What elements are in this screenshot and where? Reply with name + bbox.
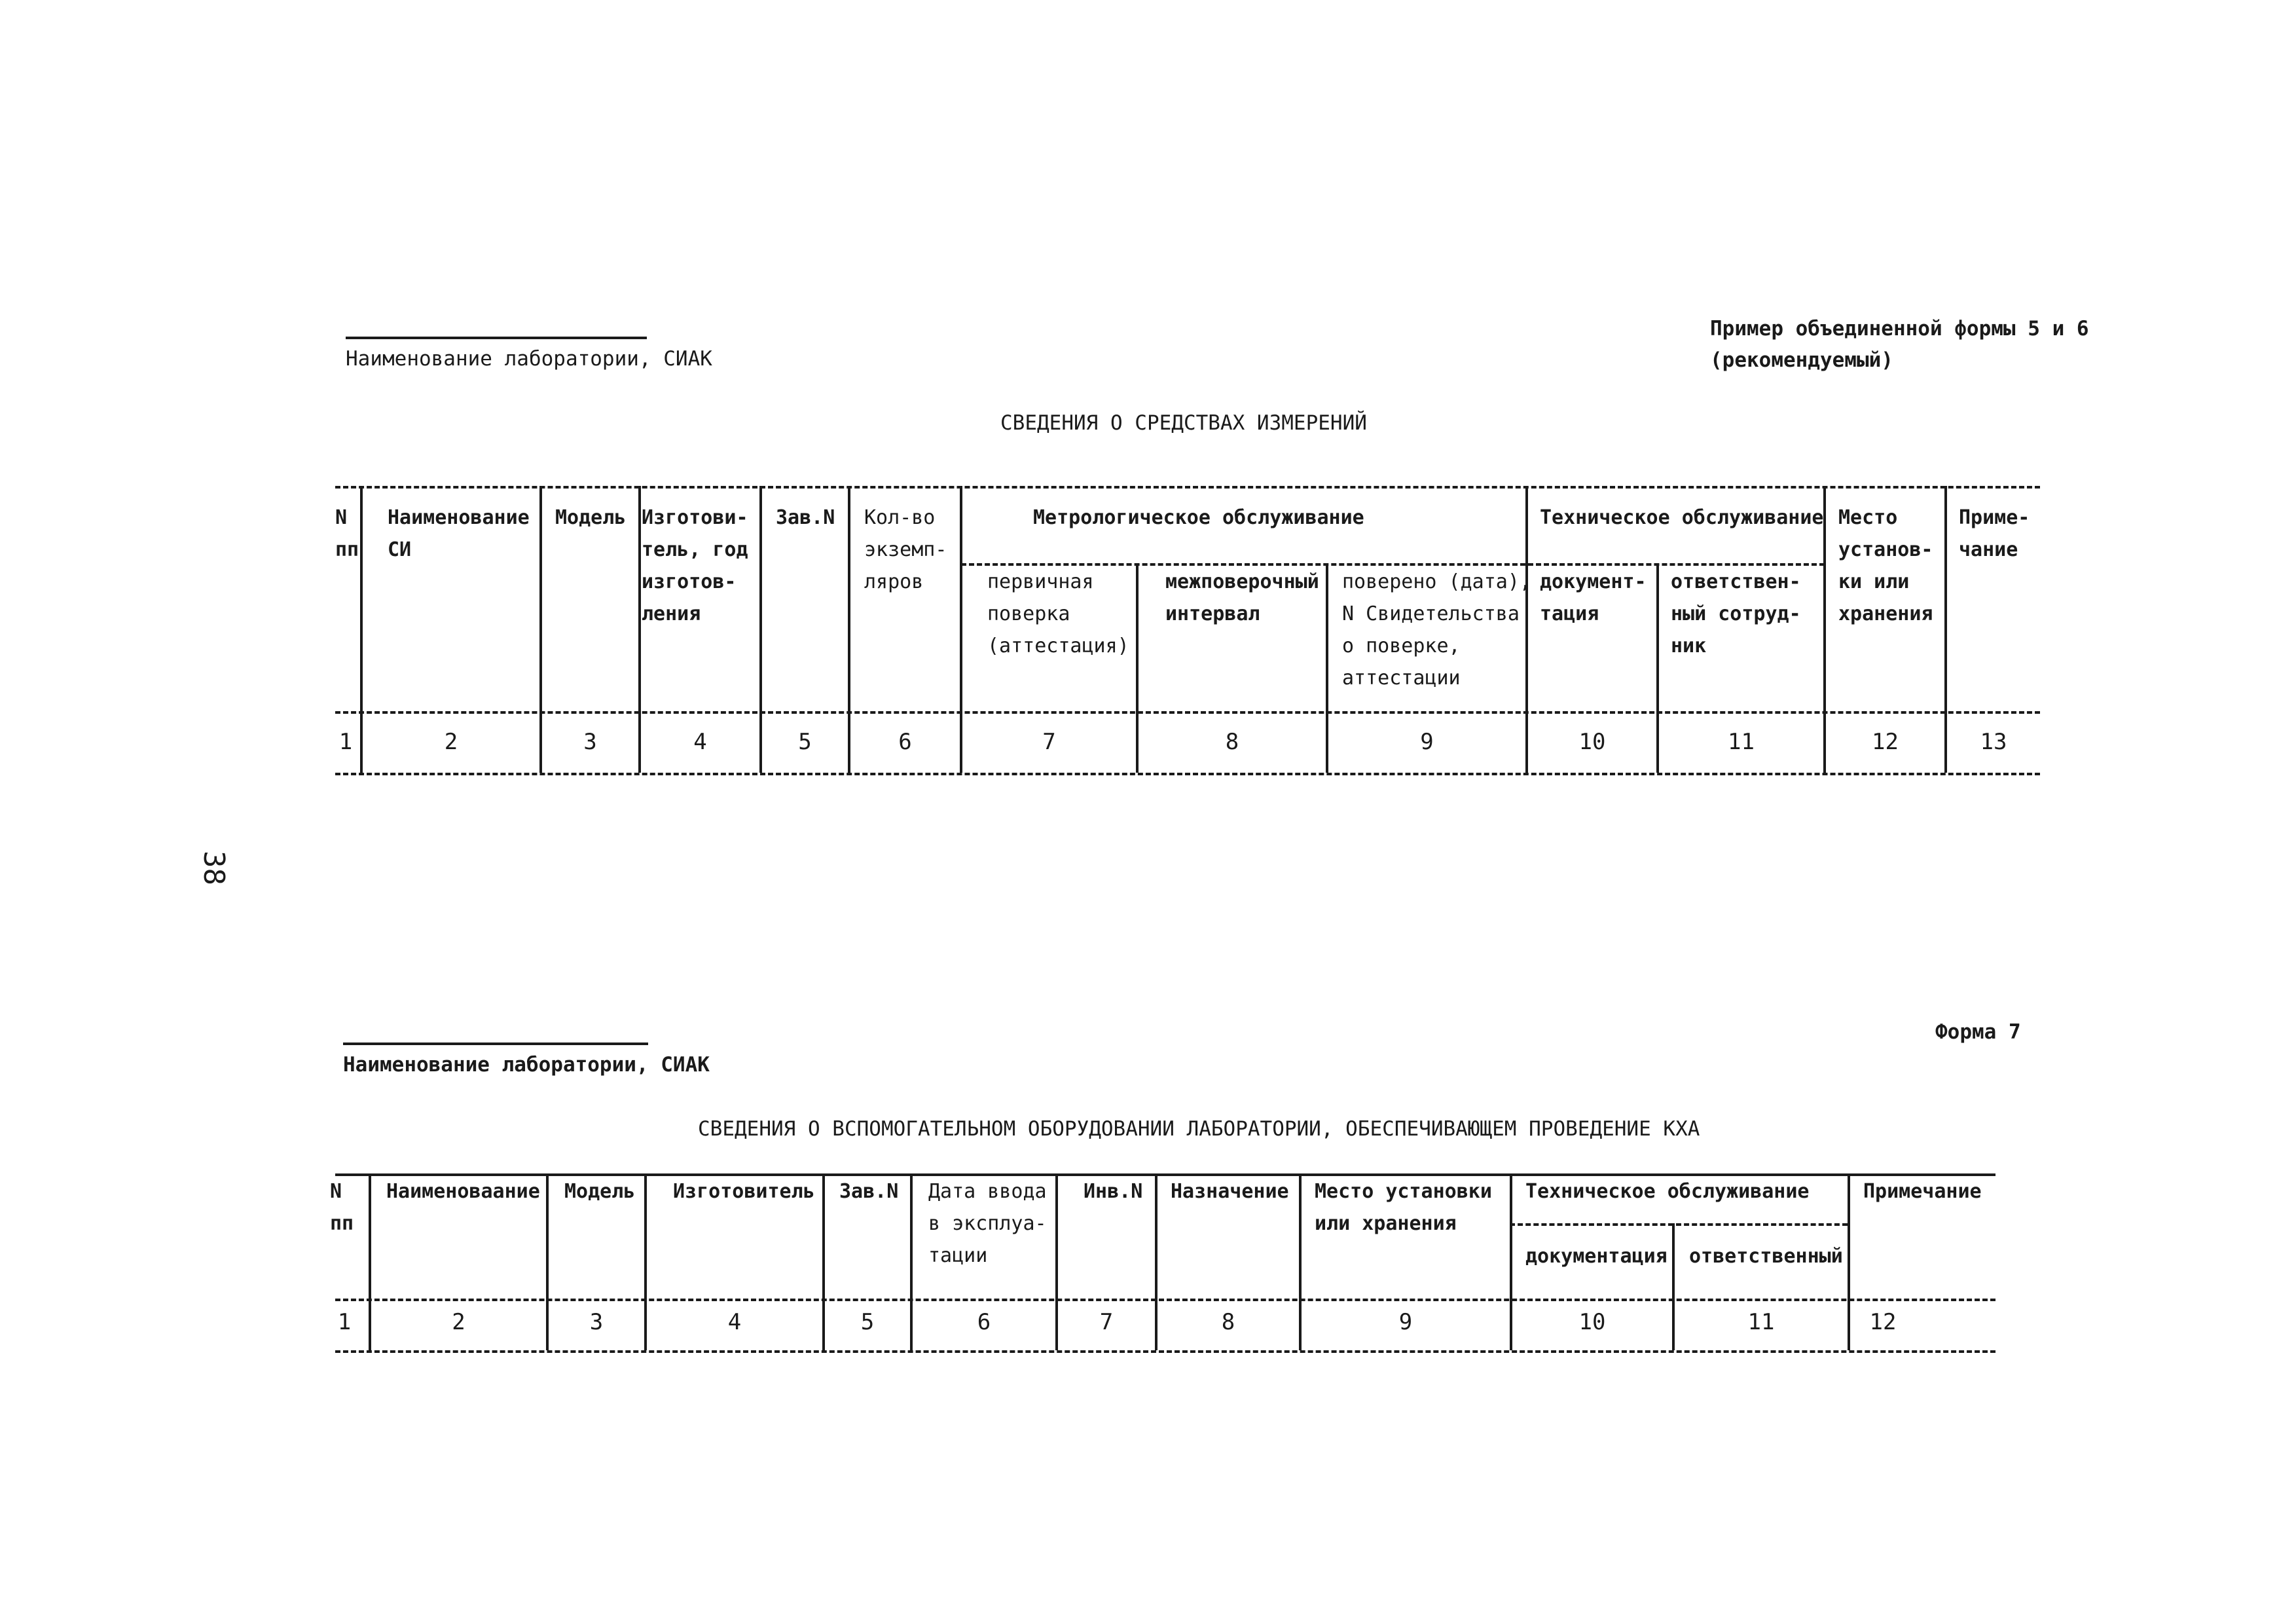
column-number: 8 bbox=[1221, 1309, 1235, 1335]
column-number: 7 bbox=[1042, 729, 1056, 755]
header-serial: Зав.N bbox=[776, 506, 835, 529]
header-date-2: Дата ввода в эксплуа- тации bbox=[928, 1180, 1047, 1267]
header-tech-doc: документ- тация bbox=[1540, 570, 1647, 625]
column-number: 9 bbox=[1398, 1309, 1413, 1335]
page-number: 38 bbox=[196, 851, 230, 885]
header-inv-2: Инв.N bbox=[1084, 1180, 1143, 1203]
header-tech-resp: ответствен- ный сотруд- ник bbox=[1671, 570, 1801, 657]
column-number: 10 bbox=[1578, 729, 1606, 755]
header-n: N пп bbox=[335, 506, 359, 561]
column-number: 3 bbox=[589, 1309, 604, 1335]
header-qty: Кол-во экземп- ляров bbox=[864, 506, 947, 593]
header-tech-2: Техническое обслуживание bbox=[1525, 1180, 1810, 1203]
header-tech-resp-2: ответственный bbox=[1689, 1245, 1843, 1268]
lab-name-underline bbox=[346, 337, 647, 339]
column-number: 13 bbox=[1980, 729, 2007, 755]
header-tech-doc-2: документация bbox=[1525, 1245, 1667, 1268]
lab-name-label: Наименование лаборатории, СИАК bbox=[346, 347, 712, 371]
header-name: Наименование СИ bbox=[388, 506, 530, 561]
header-note-2: Примечание bbox=[1863, 1180, 1982, 1203]
header-purpose-2: Назначение bbox=[1171, 1180, 1289, 1203]
column-number: 4 bbox=[693, 729, 707, 755]
header-model: Модель bbox=[555, 506, 627, 529]
header-maker: Изготови- тель, год изготов- ления bbox=[642, 506, 748, 625]
column-number: 3 bbox=[583, 729, 597, 755]
lab-name-underline-2 bbox=[343, 1043, 648, 1045]
form-note: Пример объединенной формы 5 и 6 (рекомендуемый) bbox=[1710, 317, 2089, 372]
header-serial-2: Зав.N bbox=[839, 1180, 899, 1203]
column-number: 12 bbox=[1872, 729, 1899, 755]
header-name-2: Наименоваание bbox=[386, 1180, 540, 1203]
column-number: 5 bbox=[798, 729, 812, 755]
column-number: 12 bbox=[1869, 1309, 1897, 1335]
column-number: 11 bbox=[1747, 1309, 1775, 1335]
header-maker-2: Изготовитель bbox=[673, 1180, 815, 1203]
column-number: 6 bbox=[898, 729, 912, 755]
header-tech: Техническое обслуживание bbox=[1540, 506, 1824, 529]
column-number: 1 bbox=[337, 1309, 352, 1335]
header-place: Место установ- ки или хранения bbox=[1838, 506, 1933, 625]
column-number: 9 bbox=[1420, 729, 1434, 755]
header-metro: Метрологическое обслуживание bbox=[1033, 506, 1364, 529]
column-number: 2 bbox=[452, 1309, 465, 1335]
column-number: 11 bbox=[1728, 729, 1755, 755]
column-number: 6 bbox=[977, 1309, 991, 1335]
table-title-2: СВЕДЕНИЯ О ВСПОМОГАТЕЛЬНОМ ОБОРУДОВАНИИ ЛАБОРАТОРИИ, ОБЕСПЕЧИВАЮЩЕМ ПРОВЕДЕНИЕ КХА bbox=[698, 1117, 1700, 1141]
column-number: 5 bbox=[860, 1309, 875, 1335]
column-number: 10 bbox=[1578, 1309, 1606, 1335]
header-note: Приме- чание bbox=[1959, 506, 2030, 561]
form-label: Форма 7 bbox=[1935, 1020, 2021, 1044]
column-number: 4 bbox=[727, 1309, 742, 1335]
header-metro-interval: межповерочный интервал bbox=[1165, 570, 1319, 625]
table-title: СВЕДЕНИЯ О СРЕДСТВАХ ИЗМЕРЕНИЙ bbox=[1000, 411, 1367, 435]
lab-name-label-2: Наименование лаборатории, СИАК bbox=[343, 1053, 710, 1077]
column-number: 7 bbox=[1099, 1309, 1114, 1335]
header-model-2: Модель bbox=[564, 1180, 636, 1203]
header-place-2: Место установки или хранения bbox=[1315, 1180, 1492, 1235]
column-number: 2 bbox=[444, 729, 458, 755]
column-number: 1 bbox=[338, 729, 353, 755]
header-metro-first: первичная поверка (аттестация) bbox=[987, 570, 1129, 657]
column-number: 8 bbox=[1225, 729, 1239, 755]
header-metro-checked: поверено (дата), N Свидетельства о поверке, аттестации bbox=[1342, 570, 1531, 690]
header-n-2: N пп bbox=[330, 1180, 354, 1235]
